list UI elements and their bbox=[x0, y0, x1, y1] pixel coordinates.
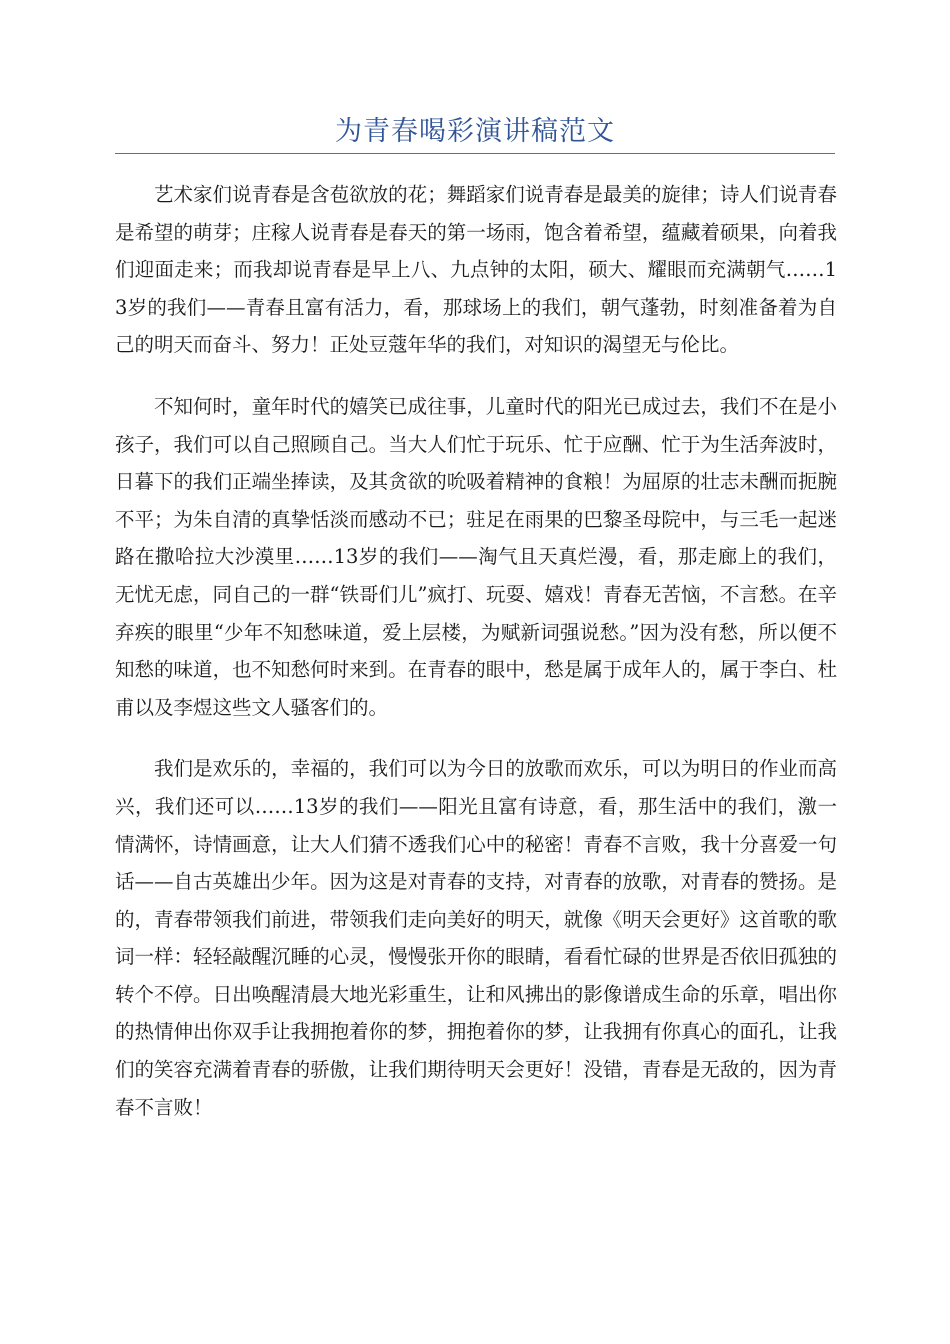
document-title: 为青春喝彩演讲稿范文 bbox=[335, 116, 615, 147]
body-paragraph-3: 我们是欢乐的，幸福的，我们可以为今日的放歌而欢乐，可以为明日的作业而高兴，我们还可以……13岁的我们——阳光且富有诗意，看，那生活中的我们，激一情满怀，诗情画意，让大人们猜不透我们心中的秘密！青春不言败，我十分喜爱一句话——自古英雄出少年。因为这是对青春的支持，对青春的放歌，对青春的赞扬。是的，青春带领我们前进，带领我们走向美好的明天，就像《明天会更好》这首歌的歌词一样：轻轻敲醒沉睡的心灵，慢慢张开你的眼睛，看看忙碌的世界是否依旧孤独的转个不停。日出唤醒清晨大地光彩重生，让和风拂出的影像谱成生命的乐章，唱出你的热情伸出你双手让我拥抱着你的梦，拥抱着你的梦，让我拥有你真心的面孔，让我们的笑容充满着青春的骄傲，让我们期待明天会更好！没错，青春是无敌的，因为青春不言败！ bbox=[115, 757, 837, 1119]
body-paragraph-1: 艺术家们说青春是含苞欲放的花；舞蹈家们说青春是最美的旋律；诗人们说青春是希望的萌芽；庄稼人说青春是春天的第一场雨，饱含着希望，蕴藏着硕果，向着我们迎面走来；而我却说青春是早上八、九点钟的太阳，硕大、耀眼而充满朝气……13岁的我们——青春且富有活力，看，那球场上的我们，朝气蓬勃，时刻准备着为自己的明天而奋斗、努力！正处豆蔻年华的我们，对知识的渴望无与伦比。 bbox=[115, 183, 837, 357]
body-paragraph-2: 不知何时，童年时代的嬉笑已成往事，儿童时代的阳光已成过去，我们不在是小孩子，我们可以自己照顾自己。当大人们忙于玩乐、忙于应酬、忙于为生活奔波时，日暮下的我们正端坐捧读，及其贪欲的吮吸着精神的食粮！为屈原的壮志未酬而扼腕不平；为朱自清的真挚恬淡而感动不已；驻足在雨果的巴黎圣母院中，与三毛一起迷路在撒哈拉大沙漠里……13岁的我们——淘气且天真烂漫，看，那走廊上的我们，无忧无虑，同自己的一群“铁哥们儿”疯打、玩耍、嬉戏！青春无苦恼，不言愁。在辛弃疾的眼里“少年不知愁味道，爱上层楼，为赋新词强说愁。”因为没有愁，所以便不知愁的味道，也不知愁何时来到。在青春的眼中，愁是属于成年人的，属于李白、杜甫以及李煜这些文人骚客们的。 bbox=[115, 394, 837, 719]
document-body bbox=[115, 176, 837, 1150]
title-underline-rule bbox=[115, 153, 835, 154]
